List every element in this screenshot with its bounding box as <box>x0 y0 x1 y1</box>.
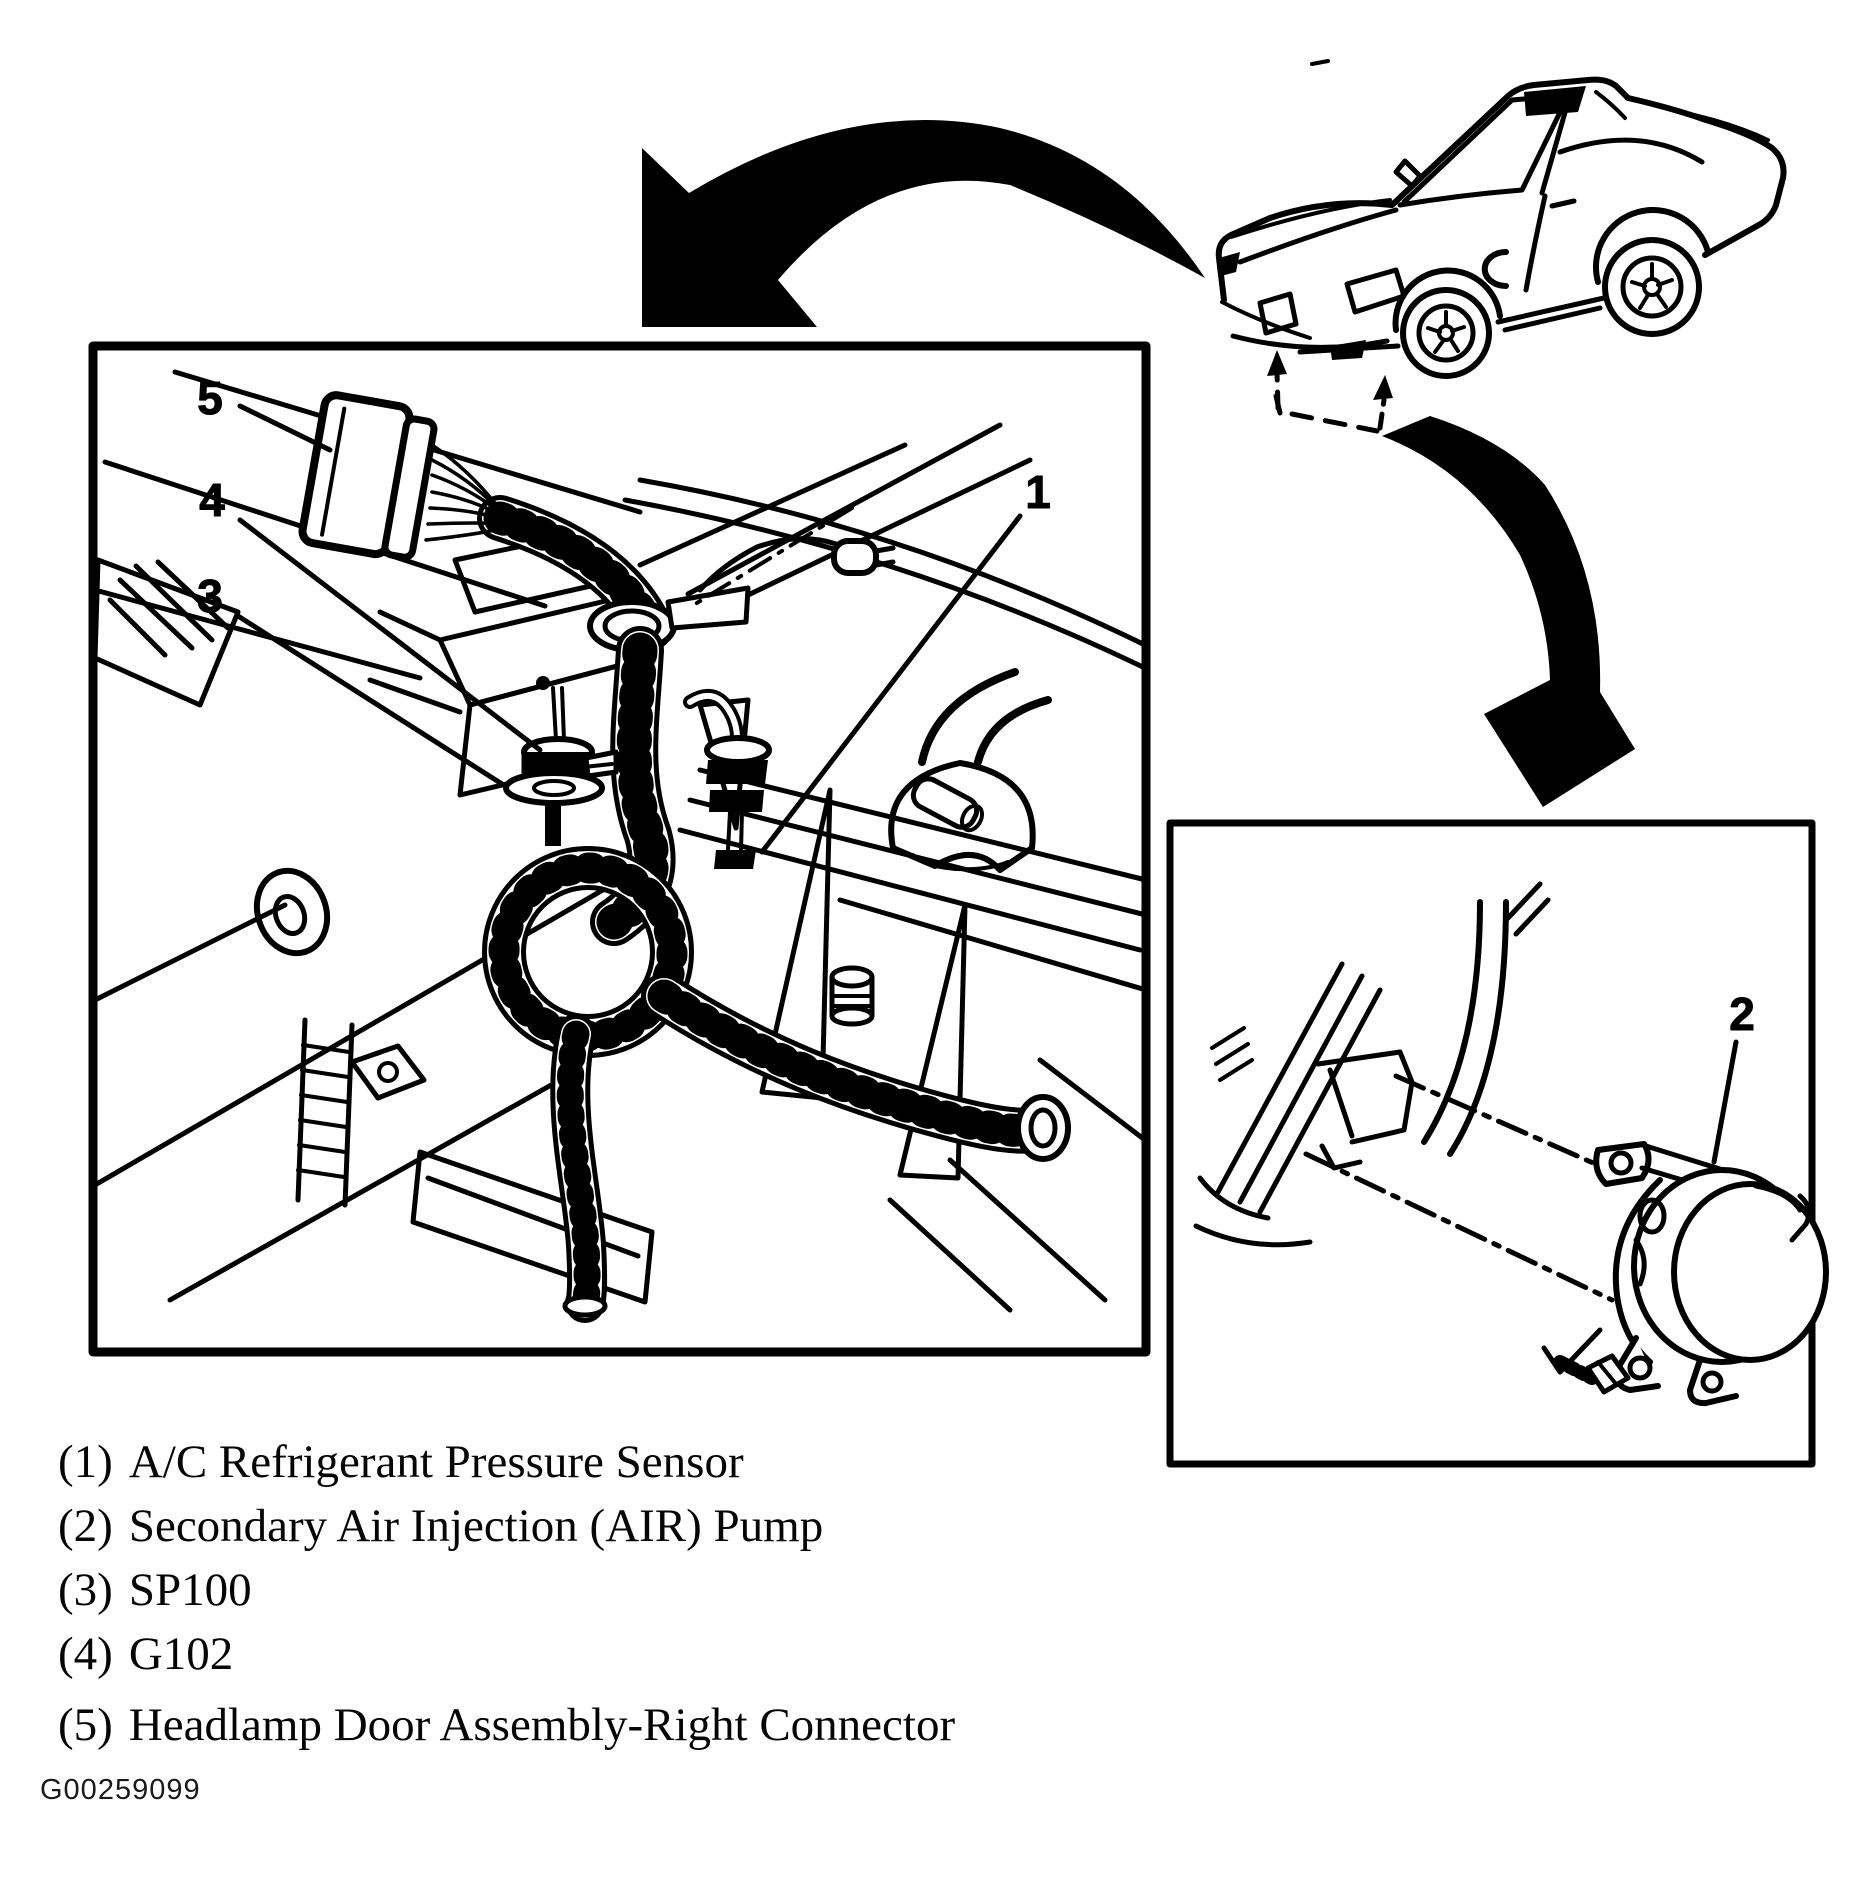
leader-line-3 <box>238 616 502 784</box>
front-wheel <box>1403 290 1489 376</box>
legend-number: (3) <box>58 1564 113 1616</box>
callout-2-label: 2 <box>1729 988 1755 1040</box>
rear-wheel <box>1605 240 1699 334</box>
figure-code: G00259099 <box>40 1774 201 1806</box>
callout-1-label: 1 <box>1025 466 1051 518</box>
headlamp-door-connector <box>301 393 437 560</box>
legend-number: (4) <box>58 1628 113 1680</box>
ground-stud-assembly <box>506 688 616 846</box>
air-pump-detail-box <box>1170 823 1826 1464</box>
side-mirror <box>1396 161 1420 186</box>
engine-detail-frame <box>93 346 1146 1352</box>
legend-number: (5) <box>58 1699 113 1751</box>
arrow-to-engine-detail <box>642 120 1205 327</box>
legend <box>58 1430 955 1757</box>
callout-5-label: 5 <box>197 372 223 424</box>
leader-line-2 <box>1714 1042 1736 1162</box>
dashed-location-indicator <box>1267 350 1393 431</box>
legend-label: Secondary Air Injection (AIR) Pump <box>128 1500 824 1552</box>
legend-item-5 <box>58 1693 955 1757</box>
ac-pressure-sensor <box>690 696 769 869</box>
legend-item-3 <box>58 1558 955 1622</box>
legend-label: SP100 <box>128 1564 252 1616</box>
arrow-to-air-pump-detail <box>1382 416 1635 807</box>
door-line <box>1526 196 1545 290</box>
alignment-rod-lower <box>1306 1154 1612 1300</box>
harness-clamp <box>891 763 1033 870</box>
legend-item-2 <box>58 1494 955 1558</box>
callout-3-label: 3 <box>197 570 223 622</box>
side-vent <box>1485 252 1506 286</box>
legend-number: (2) <box>58 1500 113 1552</box>
engine-detail-box <box>93 346 1146 1352</box>
legend-item-4 <box>58 1622 955 1686</box>
legend-label: G102 <box>128 1628 234 1680</box>
legend-number: (1) <box>58 1436 113 1488</box>
legend-item-1 <box>58 1430 955 1494</box>
legend-label: A/C Refrigerant Pressure Sensor <box>128 1436 744 1488</box>
car-illustration <box>1219 61 1784 376</box>
air-pump <box>1596 1144 1826 1403</box>
targa-roof-patch <box>1524 86 1586 116</box>
small-bolt <box>832 968 872 1024</box>
alignment-rod-upper <box>1396 1076 1600 1166</box>
pump-mounting-bolt <box>1544 1330 1628 1392</box>
callout-4-label: 4 <box>199 474 225 526</box>
legend-label: Headlamp Door Assembly-Right Connector <box>128 1699 956 1751</box>
engine-bay-structure <box>95 372 1146 1310</box>
air-pump-structure <box>1196 884 1612 1300</box>
